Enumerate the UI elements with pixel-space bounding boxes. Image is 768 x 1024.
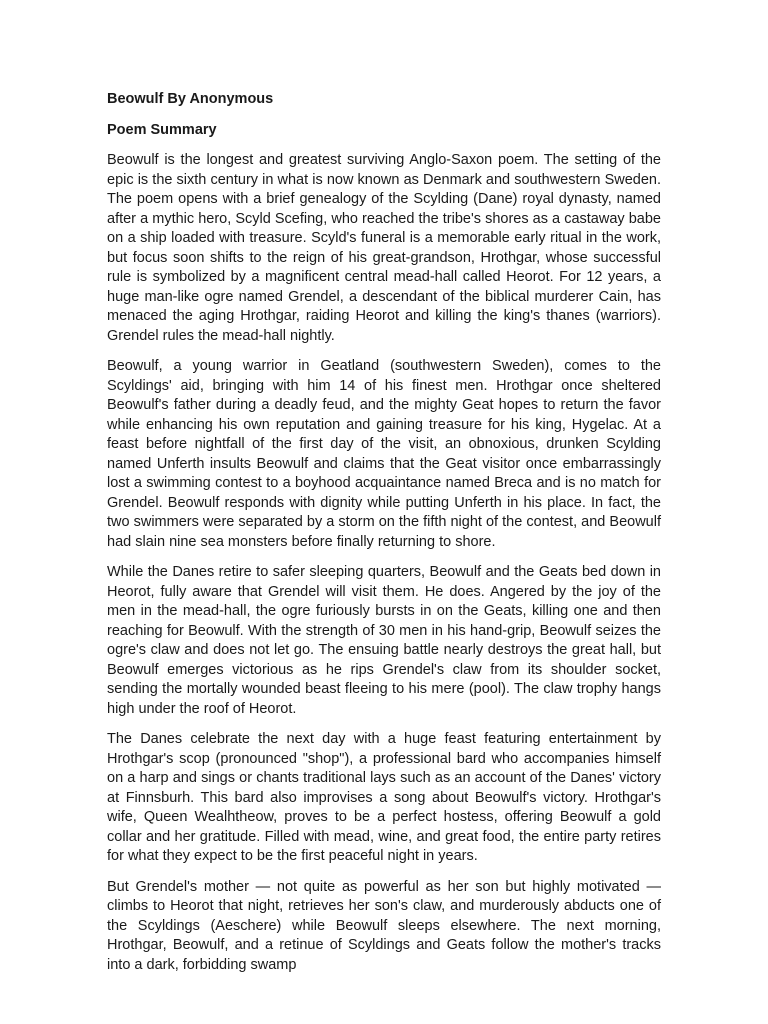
paragraph-2: Beowulf, a young warrior in Geatland (southwestern Sweden), comes to the Scyldings' aid, bringing with him 14 of his finest men. Hrothgar once sheltered Beowulf's father during a deadly feud, and the mighty Geat hopes to return the favor while enhancing his own reputation and gaining treasure for his king, Hygelac. At a feast before nightfall of the first day of the visit, an obnoxious, drunken Scylding named Unferth insults Beowulf and claims that the Geat visitor once embarrassingly lost a swimming contest to a boyhood acquaintance named Breca and is no match for Grendel. Beowulf responds with dignity while putting Unferth in his place. In fact, the two swimmers were separated by a storm on the fifth night of the contest, and Beowulf had slain nine sea monsters before finally returning to shore. (107, 358, 661, 550)
paragraph-5: But Grendel's mother — not quite as powerful as her son but highly motivated — climbs to Heorot that night, retrieves her son's claw, and murderously abducts one of the Scyldings (Aeschere) while Beowulf sleeps elsewhere. The next morning, Hrothgar, Beowulf, and a retinue of Scyldings and Geats follow the mother's tracks into a dark, forbidding swamp (107, 878, 661, 973)
paragraph-1: Beowulf is the longest and greatest surviving Anglo-Saxon poem. The setting of the epic is the sixth century in what is now known as Denmark and southwestern Sweden. The poem opens with a brief genealogy of the Scylding (Dane) royal dynasty, named after a mythic hero, Scyld Scefing, who reached the tribe's shores as a castaway babe on a ship loaded with treasure. Scyld's funeral is a memorable early ritual in the work, but focus soon shifts to the reign of his great-grandson, Hrothgar, whose successful rule is symbolized by a magnificent central mead-hall called Heorot. For 12 years, a huge man-like ogre named Grendel, a descendant of the biblical murderer Cain, has menaced the aging Hrothgar, raiding Heorot and killing the king's thanes (warriors). Grendel rules the mead-hall nightly. (107, 152, 661, 344)
document-body (107, 90, 661, 986)
document-title: Beowulf By Anonymous (107, 91, 274, 107)
document-subtitle: Poem Summary (107, 121, 217, 138)
paragraph-3: While the Danes retire to safer sleeping quarters, Beowulf and the Geats bed down in Heorot, fully aware that Grendel will visit them. He does. Angered by the joy of the men in the mead-hall, the ogre furiously bursts in on the Geats, killing one and then reaching for Beowulf. With the strength of 30 men in his hand-grip, Beowulf seizes the ogre's claw and does not let go. The ensuing battle nearly destroys the great hall, but Beowulf emerges victorious as he rips Grendel's claw from its shoulder socket, sending the mortally wounded beast fleeing to his mere (pool). The claw trophy hangs high under the roof of Heorot. (107, 564, 661, 717)
paragraph-4: The Danes celebrate the next day with a huge feast featuring entertainment by Hrothgar's scop (pronounced "shop"), a professional bard who accompanies himself on a harp and sings or chants traditional lays such as an account of the Danes' victory at Finnsburh. This bard also improvises a song about Beowulf's victory. Hrothgar's wife, Queen Wealhtheow, proves to be a perfect hostess, offering Beowulf a gold collar and her gratitude. Filled with mead, wine, and great food, the entire party retires for what they expect to be the first peaceful night in years. (107, 731, 661, 864)
